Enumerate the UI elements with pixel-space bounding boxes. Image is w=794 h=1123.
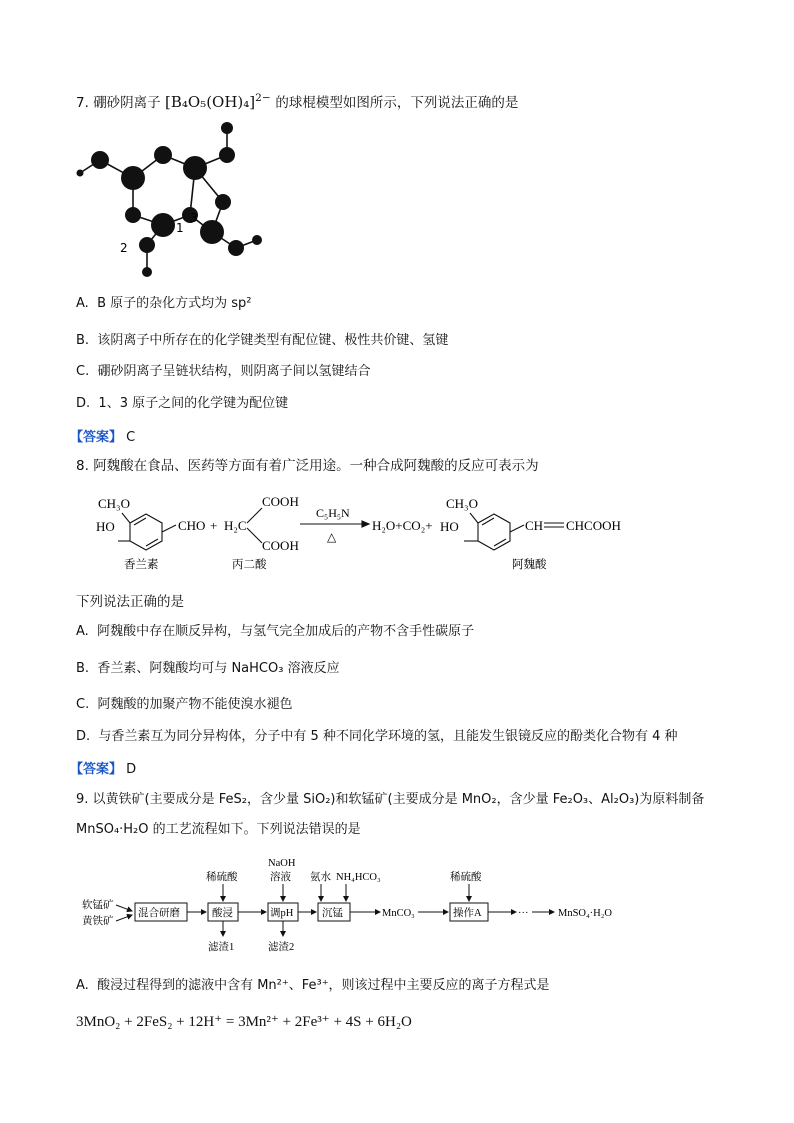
malonic-ch2: H₂C <box>224 518 247 533</box>
reagent-naoh: NaOH <box>268 858 296 869</box>
ball-stick-model <box>70 115 280 285</box>
option-key: A. <box>76 978 89 993</box>
q7-option-c <box>76 362 371 382</box>
byproducts: H₂O+CO₂+ <box>372 518 433 533</box>
q7-option-a <box>76 294 251 314</box>
plus-sign: + <box>210 518 218 533</box>
option-key: C. <box>76 364 90 379</box>
q7-option-d <box>76 394 288 414</box>
catalyst: C₅H₅N <box>316 506 350 520</box>
q8-option-b <box>76 659 340 679</box>
malonic-cooh-top: COOH <box>262 494 299 509</box>
option-text: 香兰素、阿魏酸均可与 NaHCO₃ 溶液反应 <box>97 661 340 676</box>
q7-formula-charge: 2− <box>255 92 271 104</box>
ferulic-ch: CH <box>525 518 544 533</box>
model-label-2: 2 <box>120 241 128 255</box>
reaction-scheme <box>84 486 644 576</box>
q7-text-after: 的球棍模型如图所示，下列说法正确的是 <box>275 95 519 111</box>
ellipsis: ··· <box>518 908 529 919</box>
name-ferulic: 阿魏酸 <box>512 557 547 571</box>
option-text: 硼砂阴离子呈链状结构，则阴离子间以氢键结合 <box>97 364 371 379</box>
option-key: C. <box>76 697 90 712</box>
malonic-bonds <box>247 508 262 543</box>
model-atoms <box>77 122 263 277</box>
box-operation-a: 操作A <box>453 908 482 919</box>
q9-equation: 3MnO₂ + 2FeS₂ + 12H⁺ = 3Mn²⁺ + 2Fe³⁺ + 4S + 6H₂O <box>76 1014 412 1030</box>
q8-stem2: 下列说法正确的是 <box>76 594 184 610</box>
option-key: B. <box>76 661 90 676</box>
answer-value: C <box>126 430 136 445</box>
model-label-3: 3 <box>190 211 198 225</box>
q7-formula: $[B_4O_5(OH)_4]^{2-}$ <box>164 92 271 111</box>
q8-option-d <box>76 727 678 747</box>
q8-text: 阿魏酸在食品、医药等方面有着广泛用途。一种合成阿魏酸的反应可表示为 <box>93 458 539 474</box>
ferulic-tail: CHCOOH <box>566 518 621 533</box>
q8-option-a <box>76 622 474 642</box>
q8-number: 8. <box>76 458 89 474</box>
box-acid-leach: 酸浸 <box>212 908 233 919</box>
q7-number: 7. <box>76 95 89 111</box>
q7-text-before: 硼砂阴离子 <box>93 95 161 111</box>
input-pyrite: 黄铁矿 <box>82 916 114 927</box>
vanillin-methoxy: CH₃O <box>98 496 130 511</box>
reagent-nh4hco3: NH₄HCO₃ <box>336 872 381 883</box>
answer-value: D <box>126 762 137 777</box>
name-vanillin: 香兰素 <box>124 557 159 571</box>
reagent-ammonia: 氨水 <box>310 872 331 883</box>
residue-1: 滤渣1 <box>208 942 235 953</box>
box-mix-grind: 混合研磨 <box>138 908 180 919</box>
heat-symbol: △ <box>327 530 337 544</box>
intermediate-mnco3: MnCO₃ <box>382 908 415 919</box>
reagent-solution: 溶液 <box>270 872 291 883</box>
answer-label: 【答案】 <box>70 430 123 445</box>
reagent-dilute-h2so4: 稀硫酸 <box>206 872 238 883</box>
option-text: B 原子的杂化方式均为 sp² <box>97 296 252 311</box>
option-key: A. <box>76 624 89 639</box>
ferulic-methoxy: CH₃O <box>446 496 478 511</box>
q9-stem-line1 <box>76 790 704 810</box>
residue-2: 滤渣2 <box>268 942 295 953</box>
reaction-arrow <box>300 521 369 527</box>
vanillin-ring <box>118 513 176 550</box>
option-text: 阿魏酸中存在顺反异构，与氢气完全加成后的产物不含手性碳原子 <box>97 624 475 639</box>
option-text: 1、3 原子之间的化学键为配位键 <box>98 396 289 411</box>
q8-stem <box>76 456 539 476</box>
vanillin-aldehyde: CHO <box>178 518 206 533</box>
option-text: 酸浸过程得到的滤液中含有 Mn²⁺、Fe³⁺，则该过程中主要反应的离子方程式是 <box>97 978 550 993</box>
q9-stem-line2: MnSO₄·H₂O 的工艺流程如下。下列说法错误的是 <box>76 822 361 837</box>
reagent-dilute-h2so4-2: 稀硫酸 <box>450 872 482 883</box>
q7-option-b <box>76 331 448 351</box>
option-text: 该阴离子中所存在的化学键类型有配位键、极性共价键、氢键 <box>97 333 449 348</box>
product-mnso4: MnSO₄·H₂O <box>558 908 612 919</box>
option-text: 与香兰素互为同分异构体，分子中有 5 种不同化学环境的氢，且能发生银镜反应的酚类化合物有 4 种 <box>98 729 678 744</box>
process-flowchart <box>80 854 640 958</box>
ferulic-ring <box>464 513 564 550</box>
option-key: D. <box>76 729 91 744</box>
q9-option-a <box>76 976 550 996</box>
malonic-cooh-bottom: COOH <box>262 538 299 553</box>
q7-formula-main: B₄O₅(OH)₄ <box>170 93 250 111</box>
vanillin-hydroxy: HO <box>96 519 115 534</box>
option-key: D. <box>76 396 91 411</box>
input-pyrolusite: 软锰矿 <box>82 900 114 911</box>
option-key: B. <box>76 333 90 348</box>
q7-stem <box>76 88 518 113</box>
answer-label: 【答案】 <box>70 762 123 777</box>
q9-line1: 以黄铁矿(主要成分是 FeS₂，含少量 SiO₂)和软锰矿(主要成分是 MnO₂，含少量 Fe₂O₃、Al₂O₃)为原料制备 <box>92 792 705 807</box>
ferulic-hydroxy: HO <box>440 519 459 534</box>
box-adjust-ph: 调pH <box>270 908 294 919</box>
model-label-1: 1 <box>176 221 184 235</box>
q9-number: 9. <box>76 792 89 807</box>
option-text: 阿魏酸的加聚产物不能使溴水褪色 <box>97 697 293 712</box>
q8-answer <box>70 758 136 777</box>
option-key: A. <box>76 296 89 311</box>
name-malonic: 丙二酸 <box>232 557 267 571</box>
box-precipitate-mn: 沉锰 <box>322 908 343 919</box>
q8-option-c <box>76 695 293 715</box>
q7-answer <box>70 426 135 445</box>
